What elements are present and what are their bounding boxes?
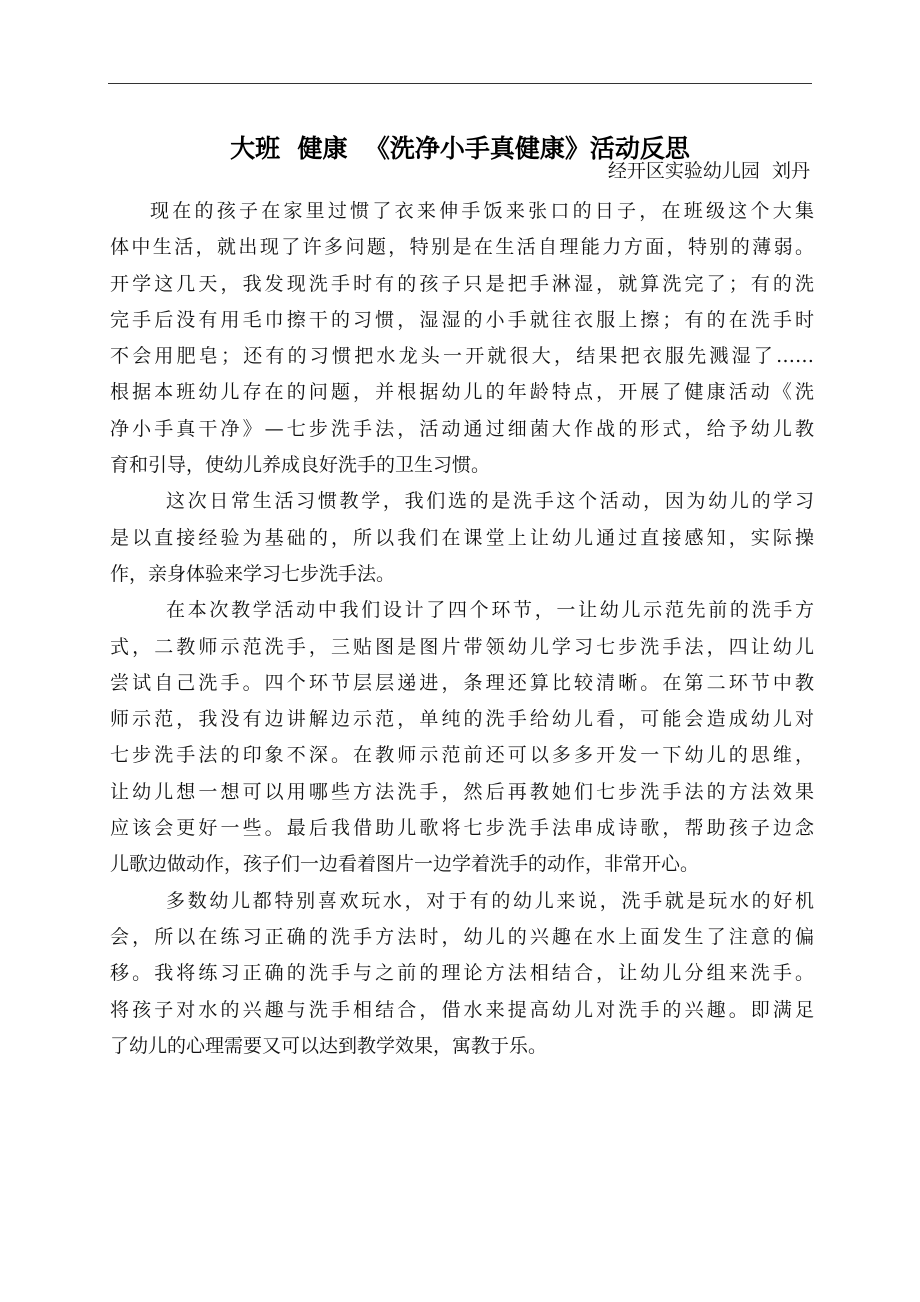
text-line: 式，二教师示范洗手，三贴图是图片带领幼儿学习七步洗手法，四让幼儿 bbox=[110, 635, 814, 658]
text-line: 在本次教学活动中我们设计了四个环节，一让幼儿示范先前的洗手方 bbox=[166, 599, 814, 622]
document-title: 大班 健康 《洗净小手真健康》活动反思 bbox=[230, 133, 690, 163]
text-line: 现在的孩子在家里过惯了衣来伸手饭来张口的日子，在班级这个大集 bbox=[150, 200, 814, 222]
paragraph-4 bbox=[110, 883, 814, 1064]
text-line: 移。我将练习正确的洗手与之前的理论方法相结合，让幼儿分组来洗手。 bbox=[110, 962, 814, 985]
author-line: 经开区实验幼儿园 刘丹 bbox=[607, 160, 810, 182]
paragraph-3 bbox=[110, 592, 814, 882]
text-line: 完手后没有用毛巾擦干的习惯，湿湿的小手就往衣服上擦；有的在洗手时 bbox=[110, 308, 814, 331]
text-line: 开学这几天，我发现洗手时有的孩子只是把手淋湿，就算洗完了；有的洗 bbox=[110, 272, 814, 295]
text-line: 师示范，我没有边讲解边示范，单纯的洗手给幼儿看，可能会造成幼儿对 bbox=[110, 708, 814, 731]
text-line: 会，所以在练习正确的洗手方法时，幼儿的兴趣在水上面发生了注意的偏 bbox=[110, 925, 814, 948]
text-line: 了幼儿的心理需要又可以达到教学效果，寓教于乐。 bbox=[110, 1034, 548, 1057]
text-line: 根据本班幼儿存在的问题，并根据幼儿的年龄特点，开展了健康活动《洗 bbox=[110, 381, 814, 404]
text-line: 将孩子对水的兴趣与洗手相结合，借水来提高幼儿对洗手的兴趣。即满足 bbox=[110, 998, 814, 1021]
text-line: 应该会更好一些。最后我借助儿歌将七步洗手法串成诗歌，帮助孩子边念 bbox=[110, 817, 814, 840]
text-line: 儿歌边做动作，孩子们一边看着图片一边学着洗手的动作，非常开心。 bbox=[110, 853, 700, 876]
text-line: 作，亲身体验来学习七步洗手法。 bbox=[110, 562, 396, 585]
text-line: 净小手真干净》—七步洗手法，活动通过细菌大作战的形式，给予幼儿教 bbox=[110, 417, 814, 440]
text-line: 尝试自己洗手。四个环节层层递进，条理还算比较清晰。在第二环节中教 bbox=[110, 671, 814, 694]
text-line: 体中生活，就出现了许多问题，特别是在生活自理能力方面，特别的薄弱。 bbox=[110, 236, 814, 259]
header-rule bbox=[108, 83, 812, 84]
text-line: 育和引导，使幼儿养成良好洗手的卫生习惯。 bbox=[110, 454, 491, 477]
paragraph-2 bbox=[110, 483, 814, 592]
text-line: 多数幼儿都特别喜欢玩水，对于有的幼儿来说，洗手就是玩水的好机 bbox=[166, 889, 814, 912]
text-line: 让幼儿想一想可以用哪些方法洗手，然后再教她们七步洗手法的方法效果 bbox=[110, 780, 814, 803]
text-line: 不会用肥皂；还有的习惯把水龙头一开就很大，结果把衣服先溅湿了…… bbox=[110, 345, 814, 368]
text-line: 这次日常生活习惯教学，我们选的是洗手这个活动，因为幼儿的学习 bbox=[166, 490, 814, 513]
text-line: 是以直接经验为基础的，所以我们在课堂上让幼儿通过直接感知，实际操 bbox=[110, 526, 814, 549]
document-body bbox=[110, 193, 814, 1064]
paragraph-1 bbox=[110, 193, 814, 483]
text-line: 七步洗手法的印象不深。在教师示范前还可以多多开发一下幼儿的思维， bbox=[110, 744, 814, 767]
